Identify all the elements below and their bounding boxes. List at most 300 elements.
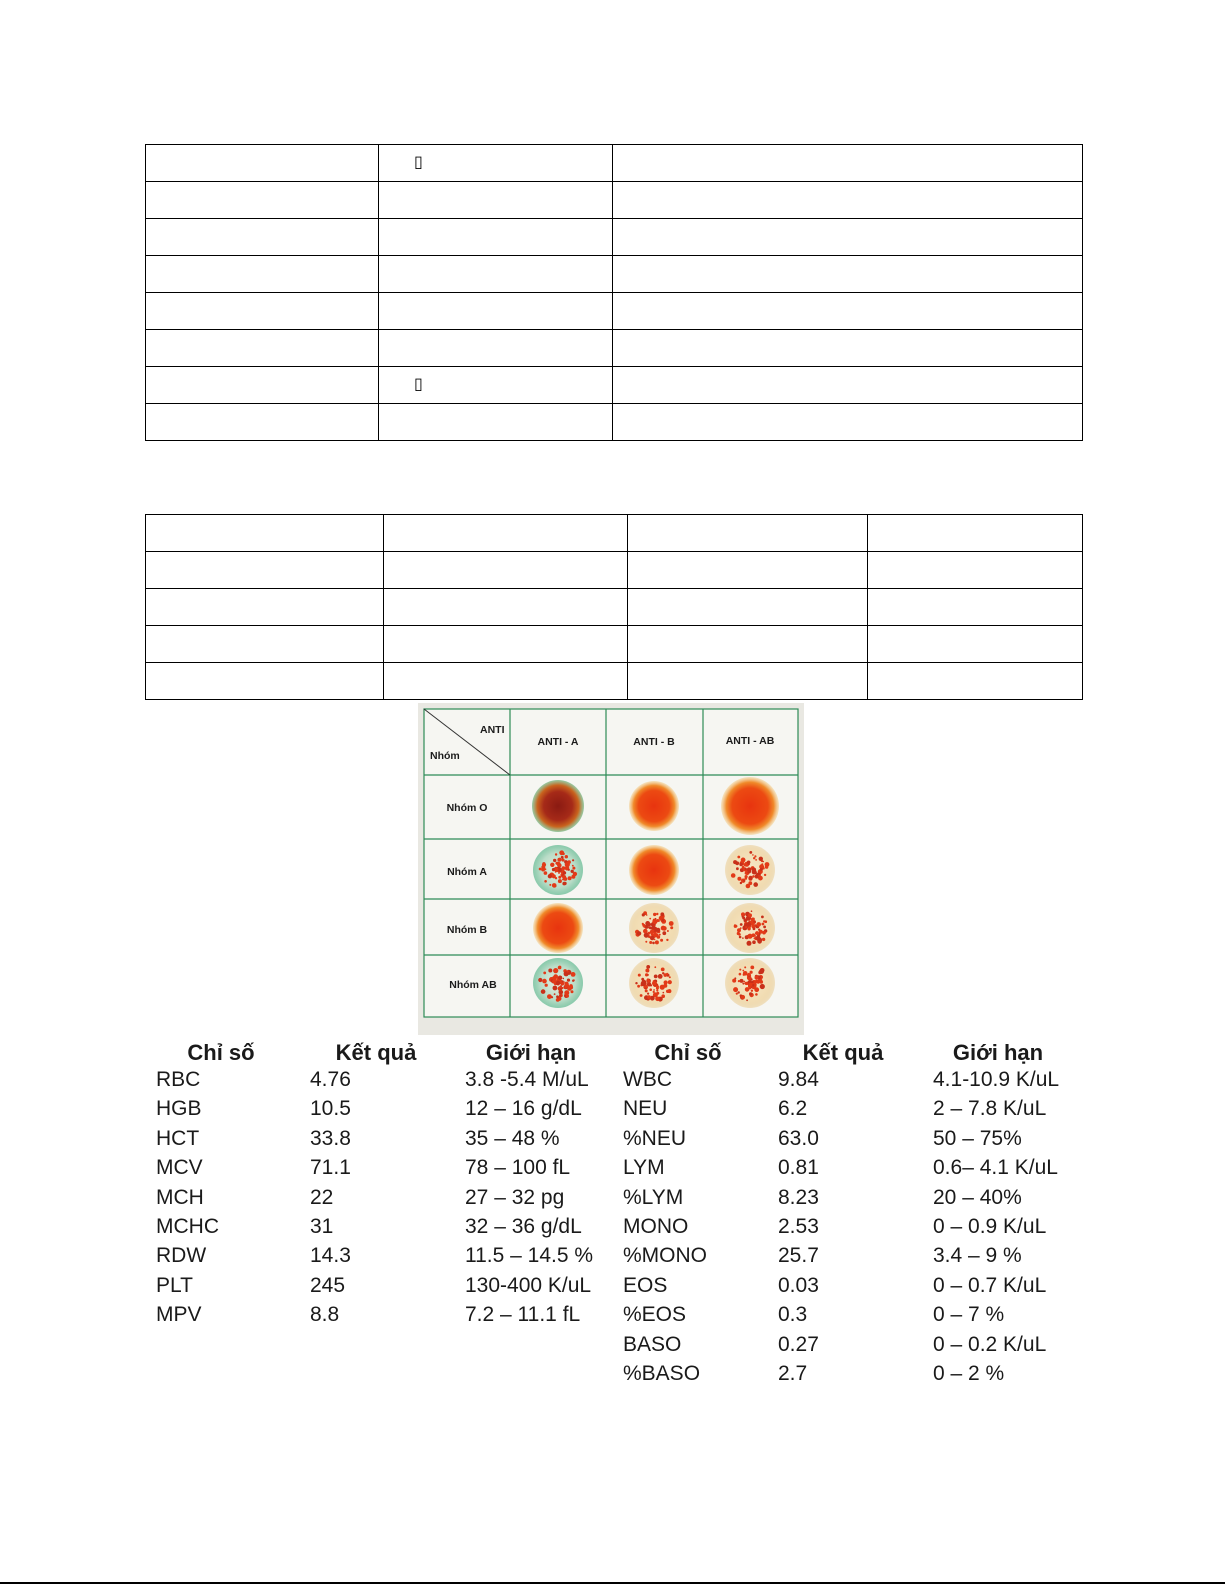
table-row	[146, 552, 1083, 589]
agglutinate-speck	[670, 926, 673, 929]
blood-typing-photo	[418, 703, 804, 1035]
agglutinate-speck	[649, 988, 652, 991]
agglutinate-speck	[572, 980, 574, 982]
result-right-range: 0.6– 4.1 K/uL	[933, 1156, 1058, 1180]
agglutinate-speck	[669, 921, 674, 926]
table-cell	[379, 404, 613, 441]
header-result-right: Kết quả	[802, 1040, 884, 1065]
agglutinate-speck	[748, 876, 752, 880]
agglutinate-speck	[753, 927, 755, 929]
agglutinate-speck	[558, 976, 562, 980]
agglutinate-speck	[567, 860, 571, 864]
agglutinate-speck	[652, 981, 657, 986]
agglutinate-speck	[660, 939, 663, 942]
table-cell	[379, 145, 613, 182]
agglutinate-speck	[538, 978, 542, 982]
table-row	[146, 663, 1083, 700]
agglutinate-speck	[558, 876, 561, 879]
agglutinate-speck	[736, 993, 738, 995]
agglutinate-speck	[748, 871, 751, 874]
agglutinate-speck	[756, 922, 761, 927]
agglutinate-speck	[567, 979, 570, 982]
agglutinate-speck	[740, 923, 743, 926]
agglutinate-speck	[572, 867, 575, 870]
header-range-left: Giới hạn	[485, 1040, 577, 1065]
table-cell	[384, 626, 628, 663]
result-right-name: WBC	[623, 1068, 672, 1091]
agglutinate-speck	[753, 922, 755, 924]
corner-label-anti: ANTI	[480, 724, 505, 736]
agglutinate-speck	[764, 874, 766, 876]
agglutinate-speck	[556, 868, 558, 870]
missing-glyph-icon: ▯	[414, 152, 423, 171]
agglutinate-speck	[736, 867, 739, 870]
agglutinate-speck	[756, 936, 761, 941]
form-table-1	[145, 144, 1083, 441]
result-left-range: 12 – 16 g/dL	[465, 1097, 582, 1121]
agglutinate-speck	[564, 986, 566, 988]
result-right-name: %MONO	[623, 1244, 707, 1268]
table-cell	[384, 552, 628, 589]
agglutinate-speck	[747, 941, 752, 946]
agglutinate-speck	[554, 993, 556, 995]
table-cell	[613, 367, 1083, 404]
agglutinate-speck	[556, 995, 559, 998]
agglutinate-speck	[760, 868, 763, 871]
agglutinate-speck	[552, 980, 556, 984]
result-right-range: 0 – 0.2 K/uL	[933, 1332, 1047, 1356]
result-left-value: 10.5	[310, 1097, 351, 1121]
agglutinate-speck	[662, 972, 664, 974]
agglutinate-speck	[558, 872, 560, 874]
agglutinate-speck	[748, 976, 750, 978]
agglutinate-speck	[645, 921, 650, 926]
table-row	[146, 219, 1083, 256]
agglutinate-speck	[755, 976, 759, 980]
table-cell	[384, 589, 628, 626]
result-left-range: 3.8 -5.4 M/uL	[465, 1068, 589, 1091]
agglutinate-speck	[642, 913, 645, 916]
agglutinate-speck	[759, 980, 761, 982]
result-left-range: 130-400 K/uL	[465, 1273, 592, 1297]
result-left-name: PLT	[156, 1273, 193, 1297]
row-label-group-ab: Nhóm AB	[449, 979, 497, 991]
agglutinate-speck	[645, 941, 647, 943]
table-cell	[146, 219, 379, 256]
agglutinate-speck	[754, 937, 756, 939]
table-row	[146, 404, 1083, 441]
agglutinate-speck	[754, 855, 756, 857]
table-row	[146, 367, 1083, 404]
agglutinate-speck	[666, 939, 668, 941]
result-left-name: RDW	[156, 1244, 207, 1268]
agglutinate-speck	[669, 976, 671, 978]
header-index-right: Chỉ số	[654, 1040, 722, 1065]
agglutinate-speck	[556, 998, 560, 1002]
agglutinate-speck	[558, 966, 560, 968]
result-right-name: %NEU	[623, 1126, 687, 1150]
reaction-well	[629, 845, 679, 895]
agglutinate-speck	[548, 874, 552, 878]
agglutinate-speck	[656, 913, 658, 915]
agglutinate-speck	[568, 869, 570, 871]
agglutinate-speck	[549, 884, 551, 886]
agglutinate-speck	[564, 877, 568, 881]
result-left-value: 71.1	[310, 1156, 351, 1180]
result-right-range: 0 – 0.7 K/uL	[933, 1273, 1047, 1297]
result-left-range: 32 – 36 g/dL	[465, 1215, 582, 1238]
row-label-group-a: Nhóm A	[447, 866, 487, 878]
agglutinate-speck	[548, 969, 552, 973]
agglutinate-speck	[640, 994, 643, 997]
page-bottom-border	[0, 1582, 1225, 1584]
agglutinate-speck	[642, 923, 644, 925]
table-cell	[146, 145, 379, 182]
agglutinate-speck	[745, 926, 747, 928]
agglutinate-speck	[747, 934, 752, 939]
agglutinate-speck	[739, 863, 743, 867]
table-cell	[613, 404, 1083, 441]
agglutinate-speck	[760, 984, 765, 989]
agglutinate-speck	[744, 966, 746, 968]
table-cell	[628, 515, 868, 552]
result-left-value: 4.76	[310, 1068, 351, 1091]
agglutinate-speck	[731, 873, 736, 878]
agglutinate-speck	[749, 851, 752, 854]
result-left-name: RBC	[156, 1068, 201, 1091]
agglutinate-speck	[556, 870, 558, 872]
agglutinate-speck	[732, 979, 736, 983]
result-right-name: %EOS	[623, 1303, 687, 1327]
agglutinate-speck	[544, 868, 546, 870]
table-row	[146, 589, 1083, 626]
result-right-range: 0 – 2 %	[933, 1362, 1005, 1385]
column-label-anti-a: ANTI - A	[537, 736, 579, 748]
agglutinate-speck	[666, 990, 669, 993]
agglutinate-speck	[638, 974, 641, 977]
agglutinate-speck	[571, 990, 574, 993]
agglutinate-speck	[740, 882, 742, 884]
result-right-name: %BASO	[623, 1362, 701, 1385]
agglutinate-speck	[635, 982, 637, 984]
agglutinate-speck	[738, 980, 740, 982]
result-left-name: MPV	[156, 1303, 202, 1327]
table-row	[146, 182, 1083, 219]
agglutinate-speck	[647, 974, 649, 976]
reaction-well	[533, 903, 583, 953]
agglutinate-speck	[545, 984, 548, 987]
agglutinate-speck	[662, 931, 666, 935]
agglutinate-speck	[645, 969, 649, 973]
result-left-range: 78 – 100 fL	[465, 1156, 571, 1180]
table-cell	[868, 663, 1083, 700]
agglutinate-speck	[749, 926, 751, 928]
result-left-name: MCHC	[156, 1215, 219, 1238]
result-right-value: 2.7	[778, 1362, 808, 1385]
agglutinate-speck	[739, 936, 742, 939]
agglutinate-speck	[562, 853, 565, 856]
result-left-range: 11.5 – 14.5 %	[465, 1244, 594, 1268]
table-row	[146, 626, 1083, 663]
agglutinate-speck	[660, 912, 664, 916]
agglutinate-speck	[550, 863, 554, 867]
agglutinate-speck	[667, 930, 669, 932]
result-right-name: BASO	[623, 1332, 682, 1356]
result-left-name: MCH	[156, 1185, 204, 1209]
agglutinate-speck	[761, 916, 764, 919]
result-left-name: HGB	[156, 1097, 202, 1121]
agglutinate-speck	[659, 934, 661, 936]
agglutinate-speck	[668, 980, 672, 984]
table-cell	[379, 367, 613, 404]
agglutinate-speck	[653, 919, 655, 921]
agglutinate-speck	[663, 992, 665, 994]
agglutinate-speck	[748, 913, 752, 917]
agglutinate-speck	[758, 971, 762, 975]
agglutinate-speck	[643, 929, 648, 934]
agglutinate-speck	[744, 864, 746, 866]
agglutinate-speck	[762, 861, 764, 863]
table-cell	[379, 219, 613, 256]
agglutinate-speck	[553, 859, 556, 862]
result-left-value: 14.3	[310, 1244, 351, 1268]
agglutinate-speck	[755, 993, 758, 996]
agglutinate-speck	[563, 978, 565, 980]
agglutinate-speck	[740, 979, 744, 983]
agglutinate-speck	[752, 940, 756, 944]
agglutinate-speck	[653, 913, 656, 916]
table-cell	[146, 404, 379, 441]
agglutinate-speck	[637, 931, 641, 935]
result-right-range: 2 – 7.8 K/uL	[933, 1097, 1047, 1121]
table-cell	[613, 293, 1083, 330]
agglutinate-speck	[567, 971, 569, 973]
blood-typing-card	[418, 703, 804, 1035]
agglutinate-speck	[652, 942, 655, 945]
agglutinate-speck	[643, 926, 645, 928]
agglutinate-speck	[737, 928, 741, 932]
agglutinate-speck	[647, 993, 649, 995]
result-right-name: NEU	[623, 1097, 668, 1121]
agglutinate-speck	[759, 857, 763, 861]
agglutinate-speck	[752, 868, 754, 870]
agglutinate-speck	[557, 858, 561, 862]
agglutinate-speck	[637, 985, 640, 988]
agglutinate-speck	[742, 866, 745, 869]
agglutinate-speck	[553, 968, 558, 973]
agglutinate-speck	[755, 980, 759, 984]
agglutinate-speck	[560, 988, 562, 990]
agglutinate-speck	[662, 919, 665, 922]
agglutinate-speck	[646, 914, 648, 916]
result-right-value: 0.03	[778, 1273, 819, 1297]
agglutinate-speck	[563, 882, 566, 885]
agglutinate-speck	[746, 999, 748, 1001]
agglutinate-speck	[733, 987, 738, 992]
agglutinate-speck	[650, 936, 654, 940]
table-cell	[379, 182, 613, 219]
reaction-well	[532, 780, 584, 832]
corner-label-group: Nhóm	[430, 750, 460, 762]
agglutinate-speck	[648, 933, 650, 935]
agglutinate-speck	[656, 919, 659, 922]
agglutinate-speck	[737, 856, 740, 859]
table-cell	[613, 330, 1083, 367]
agglutinate-speck	[647, 995, 651, 999]
agglutinate-speck	[539, 868, 542, 871]
agglutinate-speck	[742, 970, 744, 972]
result-right-name: EOS	[623, 1273, 668, 1297]
agglutinate-speck	[645, 989, 648, 992]
table-row	[146, 256, 1083, 293]
agglutinate-speck	[758, 875, 760, 877]
agglutinate-speck	[743, 880, 745, 882]
table-row	[146, 515, 1083, 552]
agglutinate-speck	[743, 981, 745, 983]
agglutinate-speck	[554, 977, 557, 980]
agglutinate-speck	[748, 863, 750, 865]
result-left-value: 22	[310, 1185, 334, 1209]
agglutinate-speck	[556, 981, 560, 985]
table-cell	[379, 256, 613, 293]
agglutinate-speck	[745, 877, 748, 880]
result-left-value: 8.8	[310, 1303, 340, 1327]
reaction-well	[721, 777, 779, 835]
agglutinate-speck	[654, 975, 658, 979]
result-right-name: %LYM	[623, 1185, 684, 1209]
row-label-group-o: Nhóm O	[446, 802, 488, 814]
agglutinate-speck	[555, 853, 557, 855]
result-right-name: LYM	[623, 1156, 665, 1180]
table-cell	[628, 589, 868, 626]
agglutinate-speck	[564, 982, 568, 986]
agglutinate-speck	[553, 986, 558, 991]
agglutinate-speck	[763, 926, 766, 929]
agglutinate-speck	[571, 972, 576, 977]
agglutinate-speck	[561, 856, 564, 859]
agglutinate-speck	[564, 990, 569, 995]
agglutinate-speck	[563, 871, 566, 874]
table-cell	[868, 589, 1083, 626]
agglutinate-speck	[754, 935, 756, 937]
agglutinate-speck	[733, 860, 737, 864]
table-cell	[146, 515, 384, 552]
agglutinate-speck	[742, 916, 744, 918]
agglutinate-speck	[655, 940, 659, 944]
agglutinate-speck	[555, 877, 557, 879]
agglutinate-speck	[753, 882, 758, 887]
agglutinate-speck	[762, 923, 765, 926]
result-right-value: 63.0	[778, 1126, 819, 1150]
agglutinate-speck	[661, 968, 665, 972]
table-cell	[379, 293, 613, 330]
agglutinate-speck	[755, 931, 758, 934]
result-left-name: MCV	[156, 1156, 203, 1180]
agglutinate-speck	[653, 991, 655, 993]
result-left-value: 33.8	[310, 1126, 351, 1150]
agglutinate-speck	[645, 988, 647, 990]
agglutinate-speck	[572, 859, 574, 861]
agglutinate-speck	[660, 985, 665, 990]
result-right-name: MONO	[623, 1215, 689, 1238]
result-right-value: 2.53	[778, 1215, 819, 1238]
agglutinate-speck	[765, 862, 770, 867]
agglutinate-speck	[547, 994, 552, 999]
agglutinate-speck	[749, 992, 752, 995]
result-left-value: 245	[310, 1273, 346, 1297]
agglutinate-speck	[543, 972, 546, 975]
agglutinate-speck	[646, 965, 650, 969]
table-cell	[868, 515, 1083, 552]
agglutinate-speck	[752, 854, 754, 856]
result-right-value: 0.3	[778, 1303, 808, 1327]
table-cell	[146, 367, 379, 404]
agglutinate-speck	[763, 920, 765, 922]
header-index-left: Chỉ số	[187, 1040, 255, 1065]
table-cell	[146, 293, 379, 330]
header-result-left: Kết quả	[335, 1040, 417, 1065]
table-cell	[379, 330, 613, 367]
agglutinate-speck	[653, 989, 655, 991]
agglutinate-speck	[737, 877, 741, 881]
agglutinate-speck	[655, 997, 660, 1002]
agglutinate-speck	[657, 935, 661, 939]
agglutinate-speck	[737, 932, 740, 935]
agglutinate-speck	[561, 858, 564, 861]
table-cell	[146, 663, 384, 700]
agglutinate-speck	[571, 870, 574, 873]
table-cell	[628, 663, 868, 700]
table-cell	[868, 552, 1083, 589]
table-cell	[613, 145, 1083, 182]
result-right-range: 3.4 – 9 %	[933, 1244, 1022, 1268]
table-row	[146, 293, 1083, 330]
table-cell	[613, 219, 1083, 256]
missing-glyph-icon: ▯	[414, 374, 423, 393]
agglutinate-speck	[748, 881, 752, 885]
table-cell	[613, 182, 1083, 219]
result-right-value: 25.7	[778, 1244, 819, 1268]
agglutinate-speck	[544, 871, 548, 875]
table-cell	[146, 256, 379, 293]
result-right-range: 4.1-10.9 K/uL	[933, 1068, 1060, 1091]
result-right-value: 0.27	[778, 1332, 819, 1356]
result-right-range: 0 – 0.9 K/uL	[933, 1215, 1047, 1238]
table-cell	[628, 626, 868, 663]
table-row	[146, 330, 1083, 367]
agglutinate-speck	[656, 928, 660, 932]
agglutinate-speck	[652, 926, 656, 930]
agglutinate-speck	[656, 989, 658, 991]
row-label-group-b: Nhóm B	[446, 924, 488, 936]
agglutinate-speck	[739, 969, 741, 971]
result-left-range: 7.2 – 11.1 fL	[465, 1303, 581, 1327]
agglutinate-speck	[568, 876, 572, 880]
agglutinate-speck	[649, 941, 652, 944]
agglutinate-speck	[569, 985, 573, 989]
result-right-value: 8.23	[778, 1185, 819, 1209]
agglutinate-speck	[650, 984, 652, 986]
result-left-value: 31	[310, 1215, 334, 1238]
agglutinate-speck	[762, 938, 765, 941]
agglutinate-speck	[649, 918, 651, 920]
agglutinate-speck	[745, 982, 748, 985]
agglutinate-speck	[752, 875, 755, 878]
result-left-name: HCT	[156, 1126, 200, 1150]
agglutinate-speck	[559, 995, 561, 997]
agglutinate-speck	[742, 937, 744, 939]
agglutinate-speck	[755, 859, 757, 861]
